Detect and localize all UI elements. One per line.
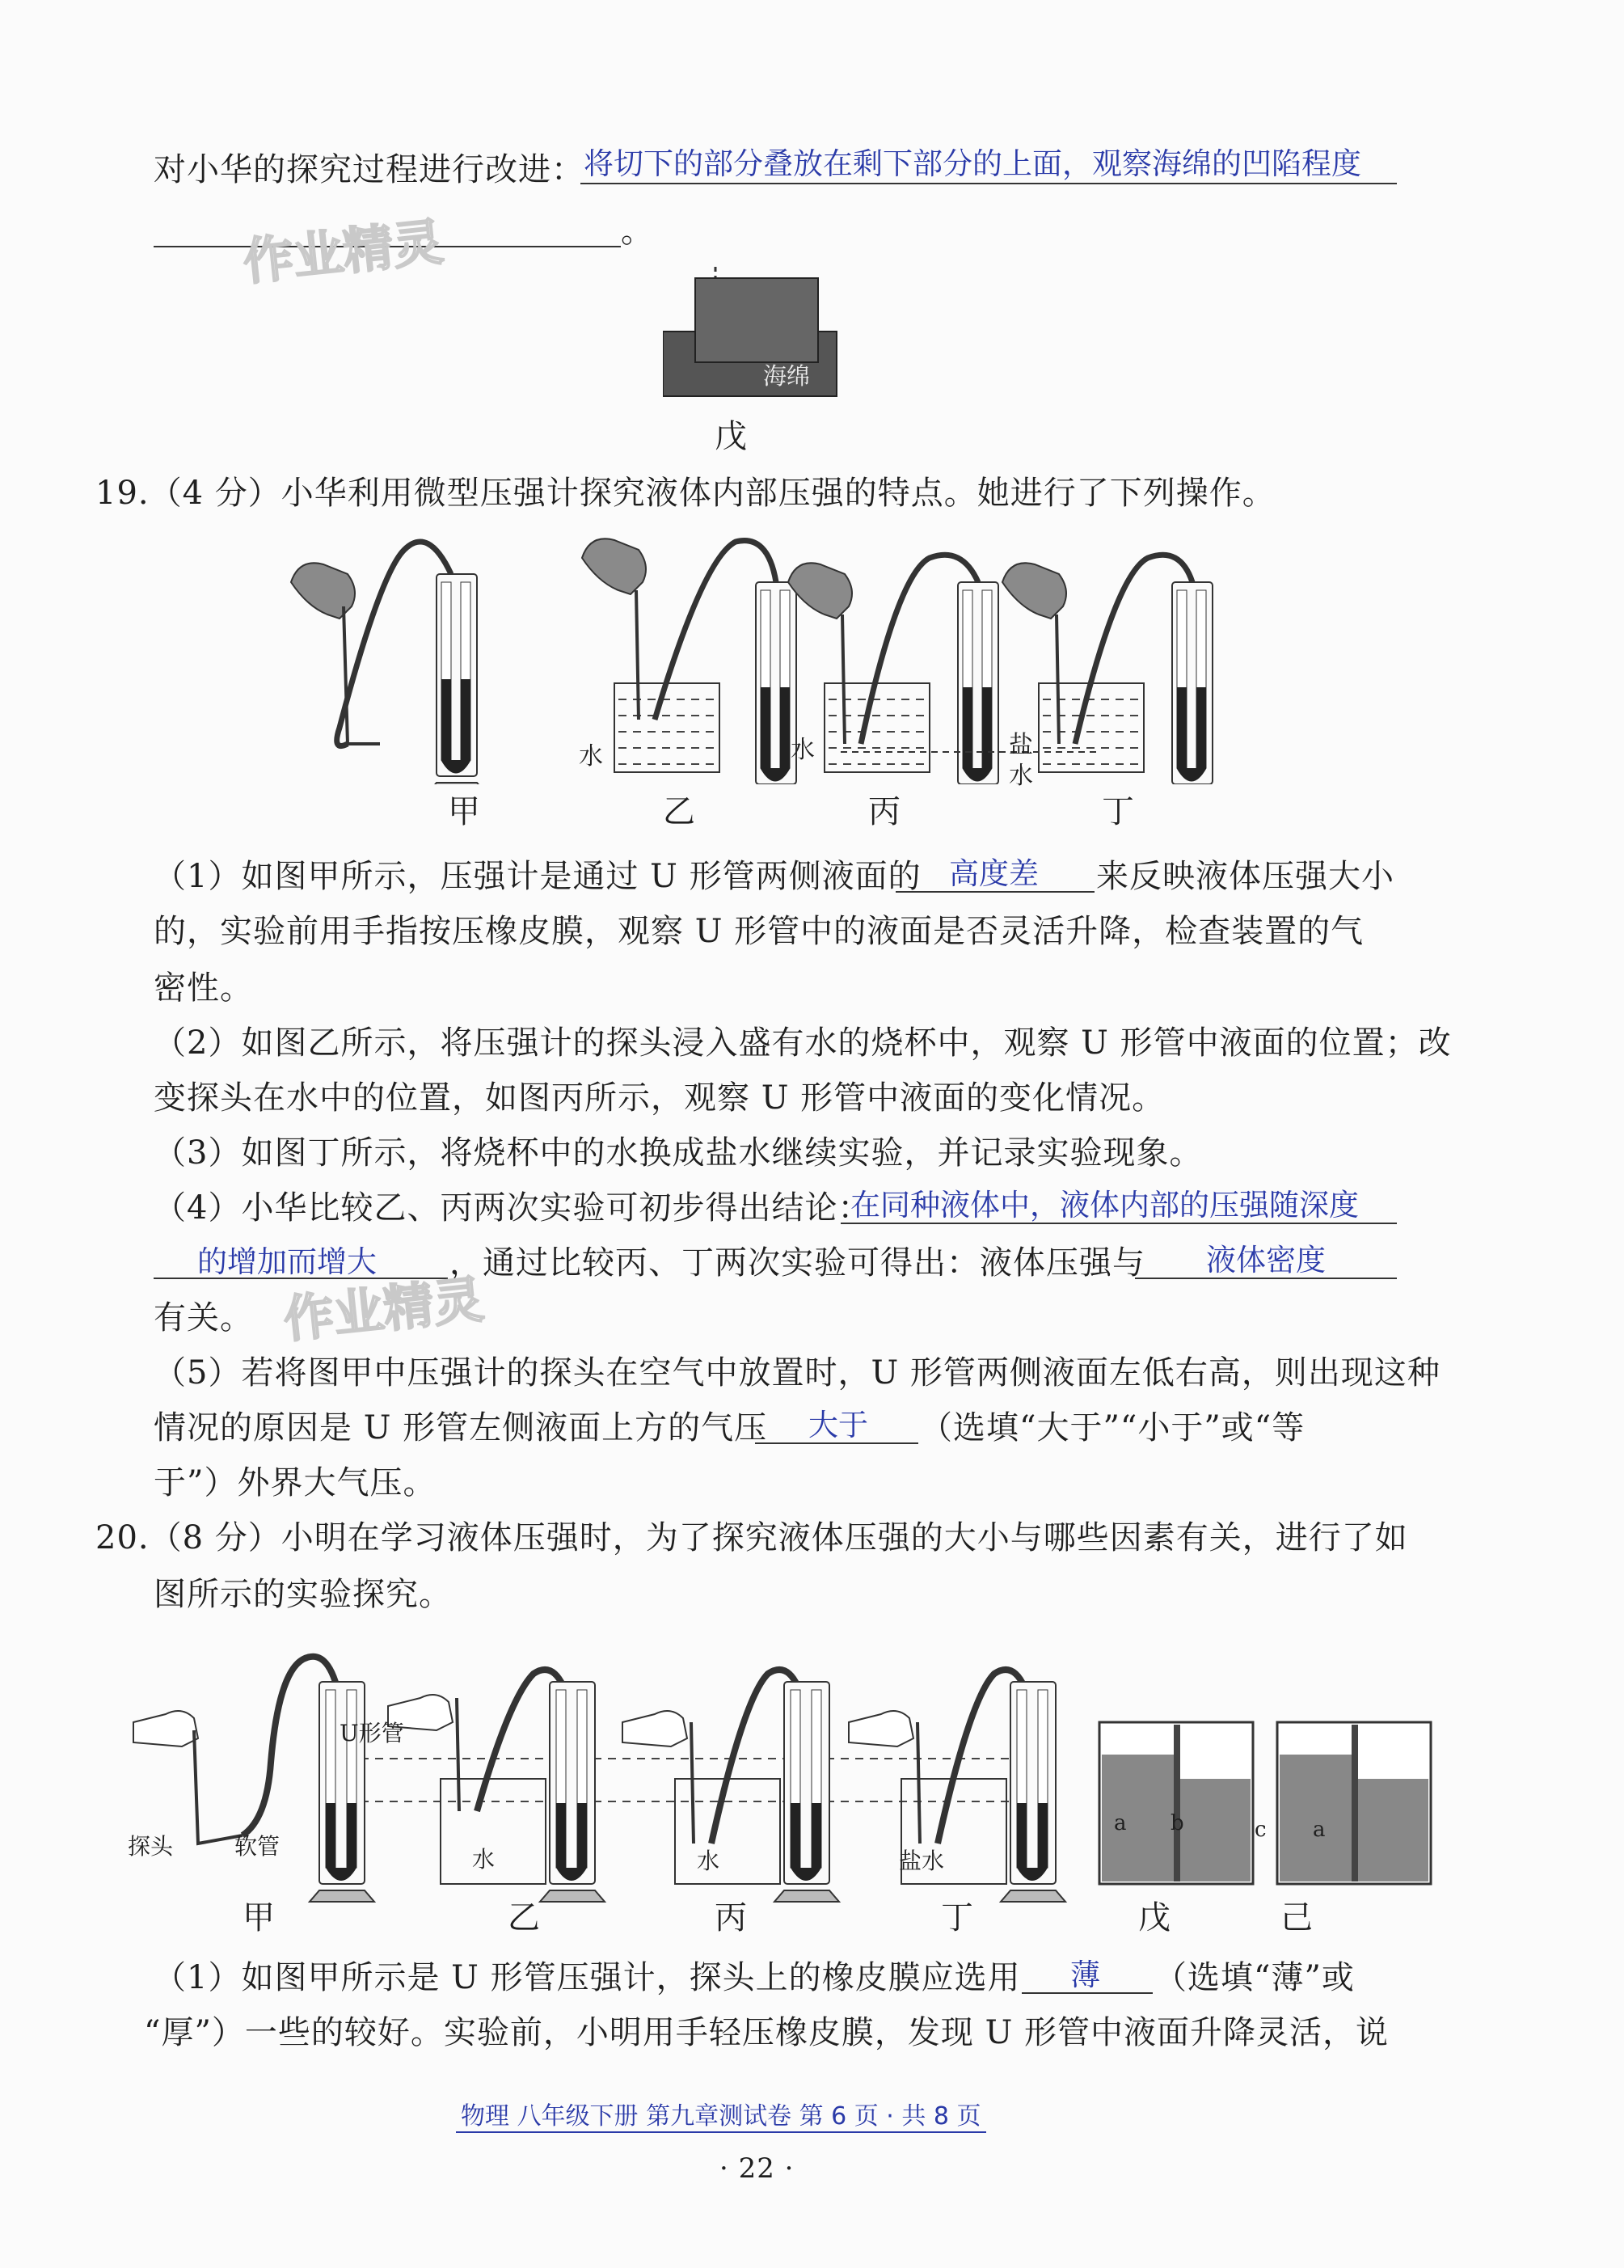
fig-label-water: 水 — [791, 736, 815, 764]
page-number: · 22 · — [719, 2152, 795, 2185]
fig-label-water: 水 — [472, 1846, 496, 1873]
figure-caption: 丁 — [941, 1899, 973, 1936]
figure-caption: 戊 — [1138, 1899, 1171, 1936]
q19-figure — [283, 526, 1237, 784]
answer-underline — [755, 1442, 918, 1444]
figure-caption: 甲 — [448, 793, 480, 830]
q19-part4-c: 有关。 — [154, 1299, 253, 1337]
q19-part5-d: 于”）外界大气压。 — [154, 1464, 437, 1501]
q20-part1-a: （1）如图甲所示是 U 形管压强计，探头上的橡皮膜应选用 — [154, 1959, 1021, 1996]
q19-part4-answer1: 在同种液体中，液体内部的压强随深度 — [850, 1188, 1359, 1223]
fig-label-hose: 软管 — [234, 1833, 281, 1860]
q18-improve-answer: 将切下的部分叠放在剩下部分的上面，观察海绵的凹陷程度 — [584, 146, 1361, 181]
q19-part2-b: 变探头在水中的位置，如图丙所示，观察 U 形管中液面的变化情况。 — [154, 1079, 1166, 1117]
figure-caption: 乙 — [663, 793, 695, 830]
q19-part2-a: （2）如图乙所示，将压强计的探头浸入盛有水的烧杯中，观察 U 形管中液面的位置；改 — [154, 1024, 1452, 1062]
figure-caption: 戊 — [715, 418, 747, 455]
q19-part4-b: ，通过比较丙、丁两次实验可得出：液体压强与 — [449, 1244, 1145, 1282]
q19-part1-answer: 高度差 — [949, 856, 1039, 891]
watermark: 作业精灵 — [281, 1269, 487, 1349]
fig-label-c: c — [1255, 1818, 1267, 1842]
answer-underline — [1022, 1992, 1153, 1994]
q19-part5-answer: 大于 — [808, 1408, 868, 1442]
q20-figure — [129, 1649, 1463, 1908]
fig-label-b: b — [1171, 1811, 1184, 1835]
q19-part5-a: （5）若将图甲中压强计的探头在空气中放置时，U 形管两侧液面左低右高，则出现这种 — [154, 1354, 1441, 1392]
fig-label-a: a — [1313, 1818, 1326, 1842]
q18-improve-label: 对小华的探究过程进行改进： — [154, 151, 584, 188]
figure-caption: 丙 — [868, 793, 901, 830]
q20-stem-a: 20.（8 分）小明在学习液体压强时，为了探究液体压强的大小与哪些因素有关，进行了如 — [95, 1519, 1408, 1556]
sponge-label: 海绵 — [763, 362, 811, 390]
fig-label-salt-water: 盐水 — [899, 1848, 945, 1874]
figure-caption: 丙 — [715, 1899, 747, 1936]
fig-label-probe: 探头 — [128, 1833, 174, 1860]
sponge-figure — [663, 267, 841, 399]
q20-part1-c: “厚”）一些的较好。实验前，小明用手轻压橡皮膜，发现 U 形管中液面升降灵活，说 — [144, 2014, 1390, 2051]
watermark: 作业精灵 — [240, 212, 446, 292]
q19-stem: 19.（4 分）小华利用微型压强计探究液体内部压强的特点。她进行了下列操作。 — [95, 475, 1276, 512]
figure-caption: 己 — [1280, 1899, 1313, 1936]
fig-label-water: 水 — [697, 1848, 720, 1874]
q19-part1-a: （1）如图甲所示，压强计是通过 U 形管两侧液面的 — [154, 858, 922, 895]
q19-part1-c: 的，实验前用手指按压橡皮膜，观察 U 形管中的液面是否灵活升降，检查装置的气 — [154, 913, 1365, 950]
q19-part5-c: （选填“大于”“小于”或“等 — [920, 1409, 1306, 1447]
fig-label-salt: 盐 — [1009, 731, 1033, 759]
figure-caption: 乙 — [508, 1899, 540, 1936]
q20-stem-b: 图所示的实验探究。 — [154, 1576, 452, 1613]
q19-part1-d: 密性。 — [154, 969, 253, 1007]
fig-label-a: a — [1114, 1811, 1127, 1835]
answer-underline — [841, 1223, 1397, 1224]
figure-caption: 丁 — [1102, 793, 1134, 830]
fig-label-salt-water: 水 — [1009, 762, 1033, 790]
fig-label-utube: U形管 — [340, 1720, 404, 1746]
q20-part1-answer: 薄 — [1070, 1958, 1100, 1992]
q18-end-mark: 。 — [621, 213, 654, 250]
fig-label-water: 水 — [579, 742, 603, 771]
q19-part4-answer2: 的增加而增大 — [197, 1244, 377, 1279]
footer-info: 物理 八年级下册 第九章测试卷 第 6 页 · 共 8 页 — [456, 2096, 986, 2133]
answer-underline — [1135, 1278, 1397, 1279]
answer-underline — [580, 183, 1397, 184]
q20-part1-b: （选填“薄”或 — [1154, 1959, 1355, 1996]
q19-part1-b: 来反映液体压强大小 — [1096, 858, 1394, 895]
q19-part4-a: （4）小华比较乙、丙两次实验可初步得出结论： — [154, 1189, 871, 1227]
figure-caption: 甲 — [243, 1899, 275, 1936]
q19-part3: （3）如图丁所示，将烧杯中的水换成盐水继续实验，并记录实验现象。 — [154, 1134, 1203, 1172]
answer-underline — [896, 891, 1095, 893]
q19-part5-b: 情况的原因是 U 形管左侧液面上方的气压 — [154, 1409, 768, 1447]
q19-part4-answer3: 液体密度 — [1206, 1243, 1326, 1278]
